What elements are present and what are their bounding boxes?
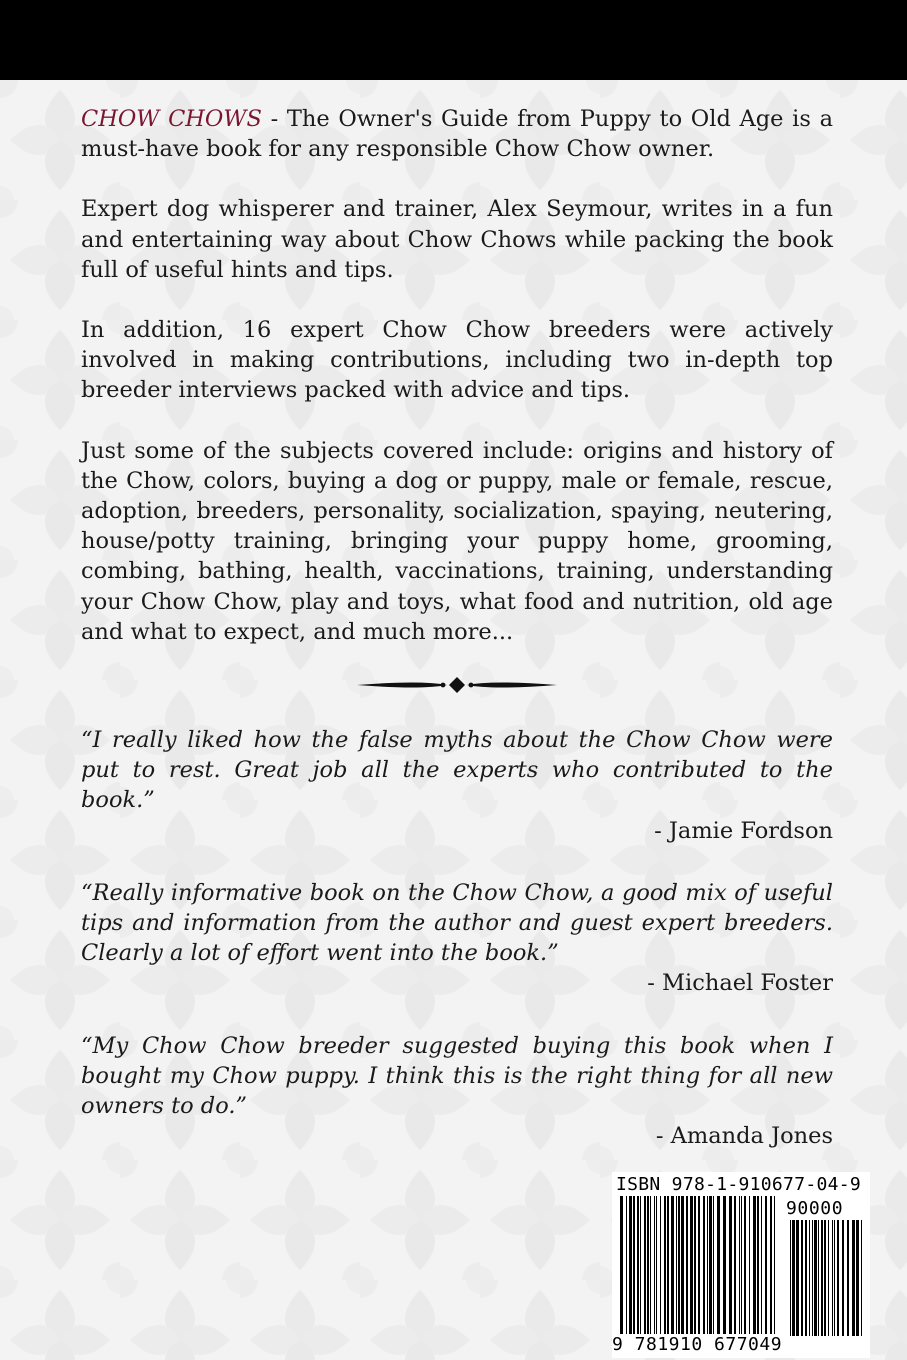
barcode-digits: 9 781910 677049 bbox=[612, 1334, 783, 1355]
barcode-bar bbox=[717, 1196, 720, 1334]
breeders-paragraph: In addition, 16 expert Chow Chow breeders were actively involved in making contributions, including two in-depth top breeder interviews packed with advice and tips. bbox=[81, 317, 833, 404]
barcode-bar bbox=[664, 1196, 666, 1334]
barcode-bars bbox=[620, 1196, 780, 1336]
barcode-bar bbox=[765, 1196, 767, 1334]
barcode-bar bbox=[796, 1220, 799, 1336]
testimonial-author: - Amanda Jones bbox=[655, 1123, 833, 1150]
barcode-bar bbox=[753, 1196, 756, 1334]
barcode-bar bbox=[709, 1196, 712, 1334]
barcode-bar bbox=[837, 1220, 839, 1336]
testimonial-author: - Michael Foster bbox=[647, 970, 833, 997]
barcode-bar bbox=[647, 1196, 649, 1334]
intro-text: - The Owner's Guide from Puppy to Old Age is a must-have book for any responsible Chow Chow owner. bbox=[81, 106, 834, 163]
barcode-bar bbox=[671, 1196, 674, 1334]
barcode-bar bbox=[686, 1196, 688, 1334]
author-paragraph: Expert dog whisperer and trainer, Alex Seymour, writes in a fun and entertaining way about Chow Chows while packing the book full of useful hints and tips. bbox=[81, 196, 833, 283]
back-cover-text bbox=[81, 104, 833, 1183]
barcode-bar bbox=[633, 1196, 635, 1334]
barcode-bar bbox=[626, 1196, 627, 1334]
barcode-bar bbox=[681, 1196, 684, 1334]
barcode-bar bbox=[620, 1196, 623, 1334]
barcode-bar bbox=[713, 1196, 714, 1334]
barcode-bar bbox=[847, 1220, 849, 1336]
barcode-bar bbox=[842, 1220, 844, 1336]
barcode-bar bbox=[650, 1196, 651, 1334]
barcode-bar bbox=[703, 1196, 705, 1334]
barcode-bar bbox=[640, 1196, 641, 1334]
barcode-bar bbox=[856, 1220, 859, 1336]
barcode-bar bbox=[792, 1220, 795, 1336]
barcode-bar bbox=[821, 1220, 823, 1336]
barcode-bar bbox=[757, 1196, 759, 1334]
barcode-bar bbox=[828, 1220, 829, 1336]
barcode-bar bbox=[678, 1196, 680, 1334]
barcode-bar bbox=[698, 1196, 700, 1334]
barcode-bar bbox=[832, 1220, 833, 1336]
barcode-bar bbox=[656, 1196, 657, 1334]
barcode-bar bbox=[644, 1196, 646, 1334]
barcode-bar bbox=[770, 1196, 772, 1334]
barcode-bar bbox=[861, 1220, 862, 1336]
top-black-bar bbox=[0, 0, 907, 80]
barcode-bar bbox=[694, 1196, 696, 1334]
testimonial-author: - Jamie Fordson bbox=[654, 817, 833, 844]
barcode-bar bbox=[637, 1196, 639, 1334]
barcode-bar bbox=[774, 1196, 775, 1334]
subjects-paragraph: Just some of the subjects covered include: origins and history of the Chow, colors, buying a dog or puppy, male or female, rescue, adoption, breeders, personality, socialization, spaying, neutering, house/potty training, bringing your puppy home, grooming, combing, bathing, health, vaccinations, training, understanding your Chow Chow, play and toys, what food and nutrition, old age and what to expect, and much more... bbox=[81, 437, 833, 645]
barcode-bar bbox=[739, 1196, 740, 1334]
barcode-bar bbox=[629, 1196, 632, 1334]
barcode-bar bbox=[834, 1220, 835, 1336]
barcode-bar bbox=[801, 1220, 803, 1336]
testimonial-quote: “My Chow Chow breeder suggested buying this book when I bought my Chow puppy. I think this is the right thing for all new owners to do.” bbox=[81, 1032, 833, 1120]
isbn-barcode bbox=[612, 1172, 870, 1358]
divider-ornament bbox=[81, 673, 833, 697]
barcode-bar bbox=[723, 1196, 726, 1334]
barcode-bar bbox=[824, 1220, 826, 1336]
testimonial-quote: “I really liked how the false myths about the Chow Chow were put to rest. Great job all the experts who contributed to the book.” bbox=[81, 727, 833, 814]
barcode-bar bbox=[749, 1196, 750, 1334]
barcode-bar bbox=[741, 1196, 742, 1334]
isbn-label: ISBN 978-1-910677-04-9 bbox=[616, 1174, 862, 1195]
book-title-highlight: CHOW CHOWS bbox=[81, 106, 262, 132]
barcode-addon-number: 90000 bbox=[786, 1198, 844, 1219]
barcode-bar bbox=[729, 1196, 732, 1334]
barcode-bar bbox=[654, 1196, 655, 1334]
barcode-addon-bars bbox=[790, 1220, 866, 1338]
barcode-bar bbox=[805, 1220, 807, 1336]
testimonial-quote: “Really informative book on the Chow Chow, a good mix of useful tips and information from the author and guest expert breeders. Clearly a lot of effort went into the book.” bbox=[81, 879, 833, 967]
barcode-bar bbox=[761, 1196, 762, 1334]
barcode-bar bbox=[676, 1196, 677, 1334]
barcode-bar bbox=[809, 1220, 810, 1336]
barcode-bar bbox=[660, 1196, 661, 1334]
barcode-bar bbox=[852, 1220, 855, 1336]
intro-paragraph bbox=[81, 104, 833, 164]
barcode-bar bbox=[814, 1220, 817, 1336]
barcode-bar bbox=[667, 1196, 669, 1334]
barcode-bar bbox=[690, 1196, 693, 1334]
barcode-bar bbox=[818, 1220, 819, 1336]
barcode-bar bbox=[744, 1196, 746, 1334]
barcode-bar bbox=[812, 1220, 813, 1336]
barcode-bar bbox=[707, 1196, 708, 1334]
barcode-bar bbox=[790, 1220, 791, 1336]
barcode-bar bbox=[734, 1196, 736, 1334]
